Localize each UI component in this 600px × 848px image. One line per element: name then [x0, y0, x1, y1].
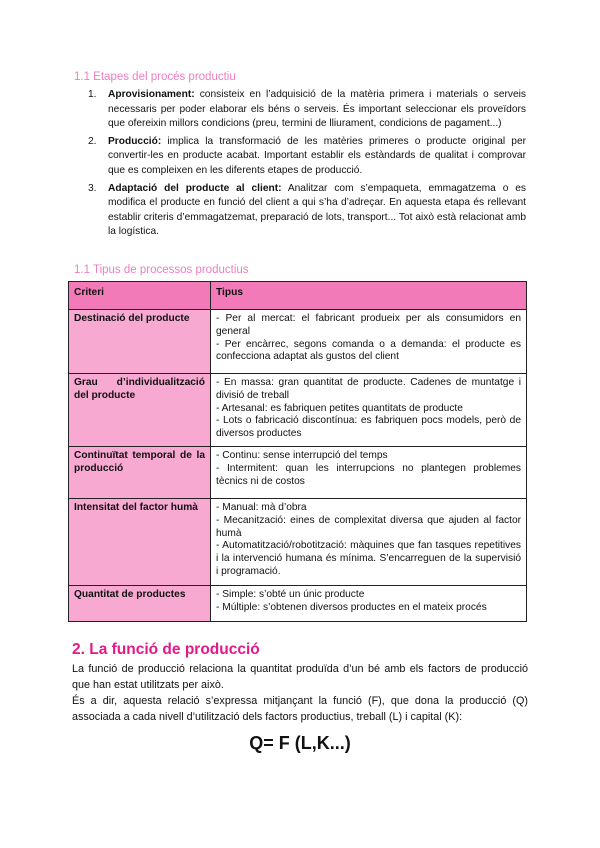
type-line: - Automatització/robotització: màquines que fan tasques repetitives i la intervenció humana és mínima. S’encarreguen de la supervisió i programació.	[216, 540, 521, 577]
types-cell	[211, 310, 527, 374]
process-types-table	[68, 281, 527, 622]
stage-number: 2.	[88, 135, 97, 147]
stage-item	[74, 182, 526, 240]
types-cell	[211, 499, 527, 586]
types-cell	[211, 586, 527, 622]
table-row	[69, 499, 527, 586]
stage-term: Aprovisionament:	[108, 89, 195, 100]
table-row	[69, 310, 527, 374]
production-formula: Q= F (L,K...)	[249, 733, 351, 753]
type-line: - Continu: sense interrupció del temps	[216, 450, 388, 461]
type-line: - Per al mercat: el fabricant produeix per als consumidors en general	[216, 313, 521, 337]
stage-number: 3.	[88, 182, 97, 194]
table-row	[69, 374, 527, 447]
criterion-cell: Quantitat de productes	[69, 586, 211, 622]
type-line: - Per encàrrec, segons comanda o a demanda: el producte es confecciona adaptat als gustos del client	[216, 338, 521, 363]
stage-text: implica la transformació de les matèries primeres o producte original per convertir-les en producte acabat. Important establir els estàndards de qualitat i comprovar que es compleixen en les diferents etapes de producció.	[108, 135, 526, 176]
table-row	[69, 586, 527, 622]
type-line: - Lots o fabricació discontínua: es fabriquen pocs models, però de diversos productes	[216, 415, 521, 440]
table-header-row	[69, 282, 527, 310]
type-line: - Mecanització: eines de complexitat diversa que ajuden al factor humà	[216, 514, 521, 539]
types-cell	[211, 447, 527, 499]
stage-number: 1.	[88, 89, 97, 100]
type-line: - Intermitent: quan les interrupcions no plantegen problemes tècnics ni de costos	[216, 462, 521, 487]
type-line: - Múltiple: s’obtenen diversos productes en el mateix procés	[216, 601, 487, 613]
paragraph-definition: La funció de producció relaciona la quantitat produïda d’un bé amb els factors de producció que han estat utilitzats per això.	[72, 663, 528, 691]
criterion-cell: Continuïtat temporal de la producció	[69, 447, 211, 499]
table-row	[69, 447, 527, 499]
section-title: 2. La funció de producció	[72, 641, 260, 658]
stage-text: Analitzar com s’empaqueta, emmagatzema o es modifica el producte en funció del client a qui s’ha d’adreçar. En aquesta etapa és rellevant establir criteris d’emmagatzemat, preparació de lots, transport... Tot això està relacionat amb la logística.	[108, 182, 526, 238]
stages-list	[74, 88, 526, 243]
column-header-tipus: Tipus	[211, 282, 527, 310]
criterion-cell: Grau d’individualització del producte	[69, 374, 211, 447]
types-heading: 1.1 Tipus de processos productius	[74, 264, 249, 276]
column-header-criteri: Criteri	[69, 282, 211, 310]
stage-term: Adaptació del producte al client:	[108, 182, 282, 194]
criterion-cell: Intensitat del factor humà	[69, 499, 211, 586]
paragraph-explanation: És a dir, aquesta relació s’expressa mitjançant la funció (F), que dona la producció (Q) associada a cada nivell d’utilització dels factors productius, treball (L) i capital (K):	[72, 695, 528, 723]
type-line: - Manual: mà d’obra	[216, 502, 307, 513]
types-cell	[211, 374, 527, 447]
stage-item	[74, 135, 526, 179]
criterion-cell: Destinació del producte	[69, 310, 211, 374]
stages-heading: 1.1 Etapes del procés productiu	[74, 71, 236, 83]
stage-text: consisteix en l’adquisició de la matèria primera i materials o serveis necessaris per poder elaborar els béns o serveis. És important seleccionar els proveïdors que ofereixin millors condicions (preu, termini de lliurament, condicions de pagament...)	[108, 89, 526, 130]
type-line: - Simple: s’obté un únic producte	[216, 589, 365, 600]
type-line: - Artesanal: es fabriquen petites quantitats de producte	[216, 402, 463, 414]
stage-item	[74, 88, 526, 132]
type-line: - En massa: gran quantitat de producte. Cadenes de muntatge i divisió de treball	[216, 377, 521, 401]
stage-term: Producció:	[108, 135, 162, 147]
